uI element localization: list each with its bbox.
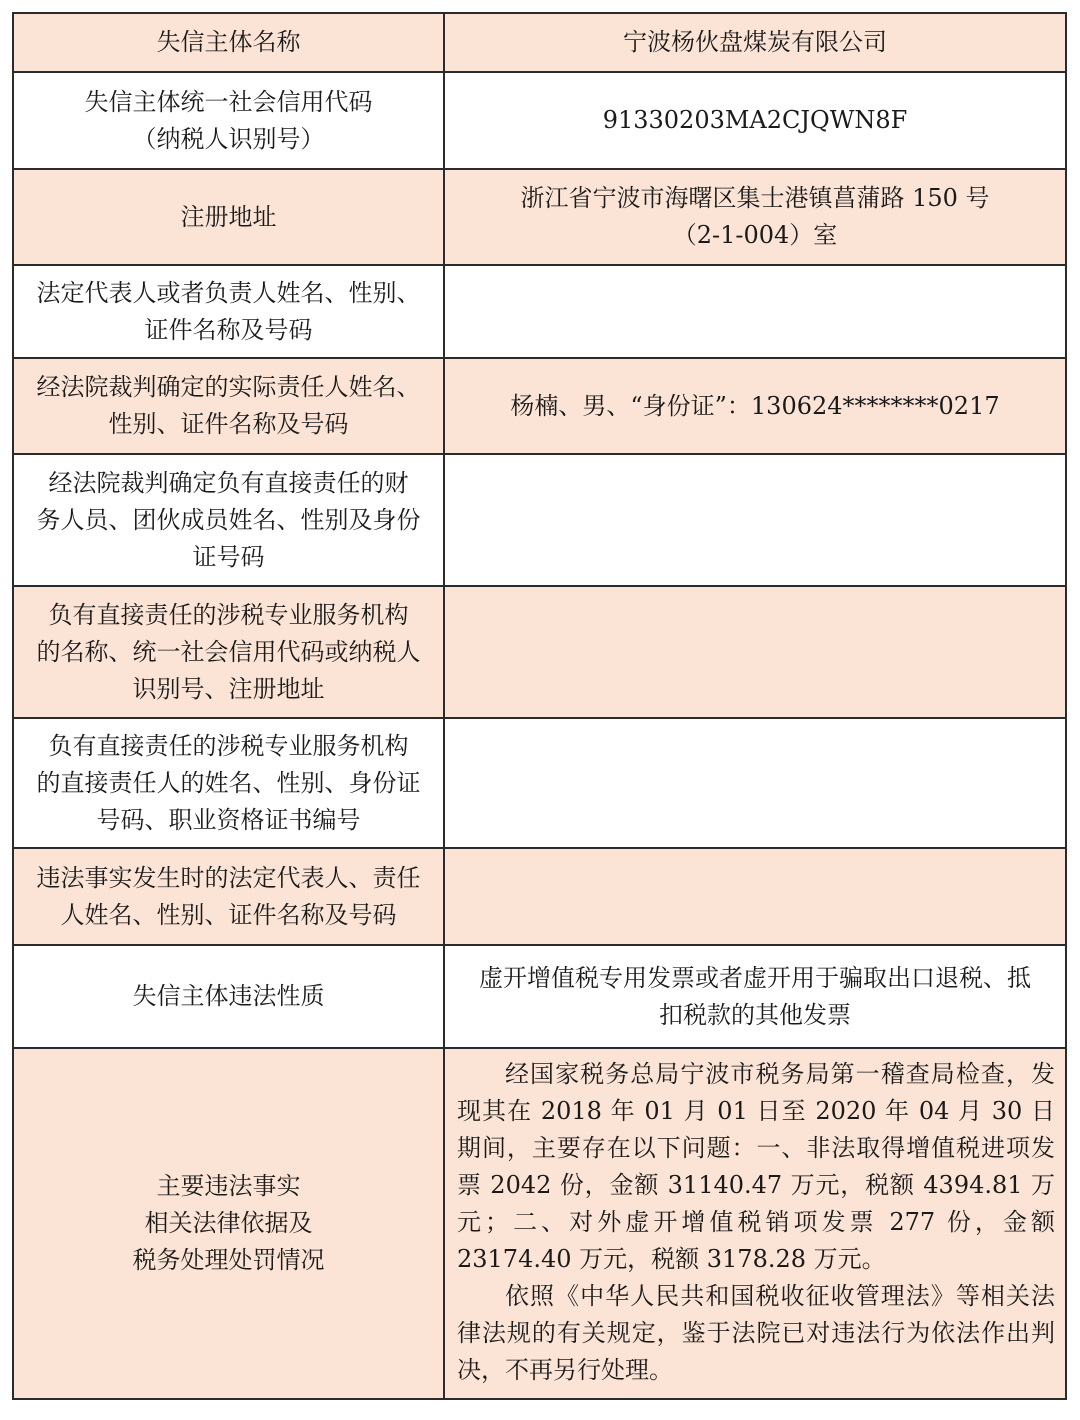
label-line: 识别号、注册地址	[132, 674, 325, 703]
row-label	[13, 265, 444, 358]
row-label	[13, 13, 444, 72]
row-label	[13, 72, 444, 169]
label-line: 失信主体违法性质	[132, 982, 325, 1010]
table-row	[13, 586, 1066, 718]
row-value-empty	[444, 848, 1066, 945]
facts-row	[13, 1048, 1066, 1399]
table-row	[13, 265, 1066, 358]
row-value-empty	[444, 454, 1066, 586]
value-line: （2-1-004）室	[672, 221, 838, 249]
row-label	[13, 586, 444, 718]
row-label	[13, 454, 444, 586]
label-line: 失信主体统一社会信用代码	[84, 87, 373, 116]
label-line: 证件名称及号码	[144, 315, 313, 344]
label-line: 务人员、团伙成员姓名、性别及身份	[36, 505, 421, 534]
facts-content	[444, 1048, 1066, 1399]
facts-label-line: 税务处理处罚情况	[132, 1246, 325, 1274]
label-line: 性别、证件名称及号码	[108, 410, 349, 438]
label-line: 经法院裁判确定的实际责任人姓名、	[36, 373, 421, 401]
row-value	[444, 945, 1066, 1048]
table-row	[13, 718, 1066, 848]
facts-label-line: 主要违法事实	[156, 1172, 301, 1200]
label-line: 的名称、统一社会信用代码或纳税人	[36, 637, 421, 666]
value-line: 91330203MA2CJQWN8F	[602, 106, 908, 134]
facts-label-line: 相关法律依据及	[144, 1209, 313, 1237]
row-label	[13, 358, 444, 454]
label-line: 的直接责任人的姓名、性别、身份证	[36, 768, 421, 797]
table-row	[13, 13, 1066, 72]
row-value	[444, 72, 1066, 169]
row-value	[444, 169, 1066, 265]
row-value	[444, 13, 1066, 72]
label-line: 经法院裁判确定负有直接责任的财	[48, 468, 409, 497]
row-value	[444, 358, 1066, 454]
value-line: 虚开增值税专用发票或者虚开用于骗取出口退税、抵	[479, 963, 1031, 992]
label-line: （纳税人识别号）	[132, 124, 325, 153]
row-value-empty	[444, 586, 1066, 718]
table-row	[13, 72, 1066, 169]
value-line: 浙江省宁波市海曙区集士港镇菖蒲路 150 号	[520, 184, 990, 212]
label-line: 证号码	[192, 542, 265, 571]
label-line: 负有直接责任的涉税专业服务机构	[48, 731, 409, 760]
value-line: 杨楠、男、“身份证”：130624********0217	[510, 391, 1000, 420]
value-line: 宁波杨伙盘煤炭有限公司	[623, 28, 887, 56]
facts-paragraph: 经国家税务总局宁波市税务局第一稽查局检查，发现其在 2018 年 01 月 01 日至 2020 年 04 月 30 日期间，主要存在以下问题：一、非法取得增值税进项发票 2042 份，金额 31140.47 万元，税额 4394.81 万元；二、对外虚开增值税销项发票 277 份，金额 23174.40 万元，税额 3178.28 万元。	[457, 1060, 1055, 1273]
facts-paragraph: 依照《中华人民共和国税收征收管理法》等相关法律法规的有关规定，鉴于法院已对违法行为依法作出判决，不再另行处理。	[457, 1282, 1055, 1384]
label-line: 负有直接责任的涉税专业服务机构	[48, 600, 409, 629]
facts-label	[13, 1048, 444, 1399]
table-row	[13, 169, 1066, 265]
row-value-empty	[444, 265, 1066, 358]
table-row	[13, 848, 1066, 945]
row-label	[13, 169, 444, 265]
label-line: 失信主体名称	[156, 28, 301, 56]
label-line: 违法事实发生时的法定代表人、责任	[36, 863, 421, 892]
table-row	[13, 358, 1066, 454]
value-line: 扣税款的其他发票	[659, 1000, 851, 1029]
row-value-empty	[444, 718, 1066, 848]
table-row	[13, 945, 1066, 1048]
row-label	[13, 945, 444, 1048]
credit-info-table	[12, 12, 1067, 1400]
row-label	[13, 848, 444, 945]
table-body	[13, 13, 1066, 1399]
label-line: 人姓名、性别、证件名称及号码	[60, 900, 397, 929]
row-label	[13, 718, 444, 848]
label-line: 号码、职业资格证书编号	[96, 805, 361, 834]
label-line: 注册地址	[180, 202, 277, 231]
label-line: 法定代表人或者负责人姓名、性别、	[36, 278, 421, 307]
table-row	[13, 454, 1066, 586]
